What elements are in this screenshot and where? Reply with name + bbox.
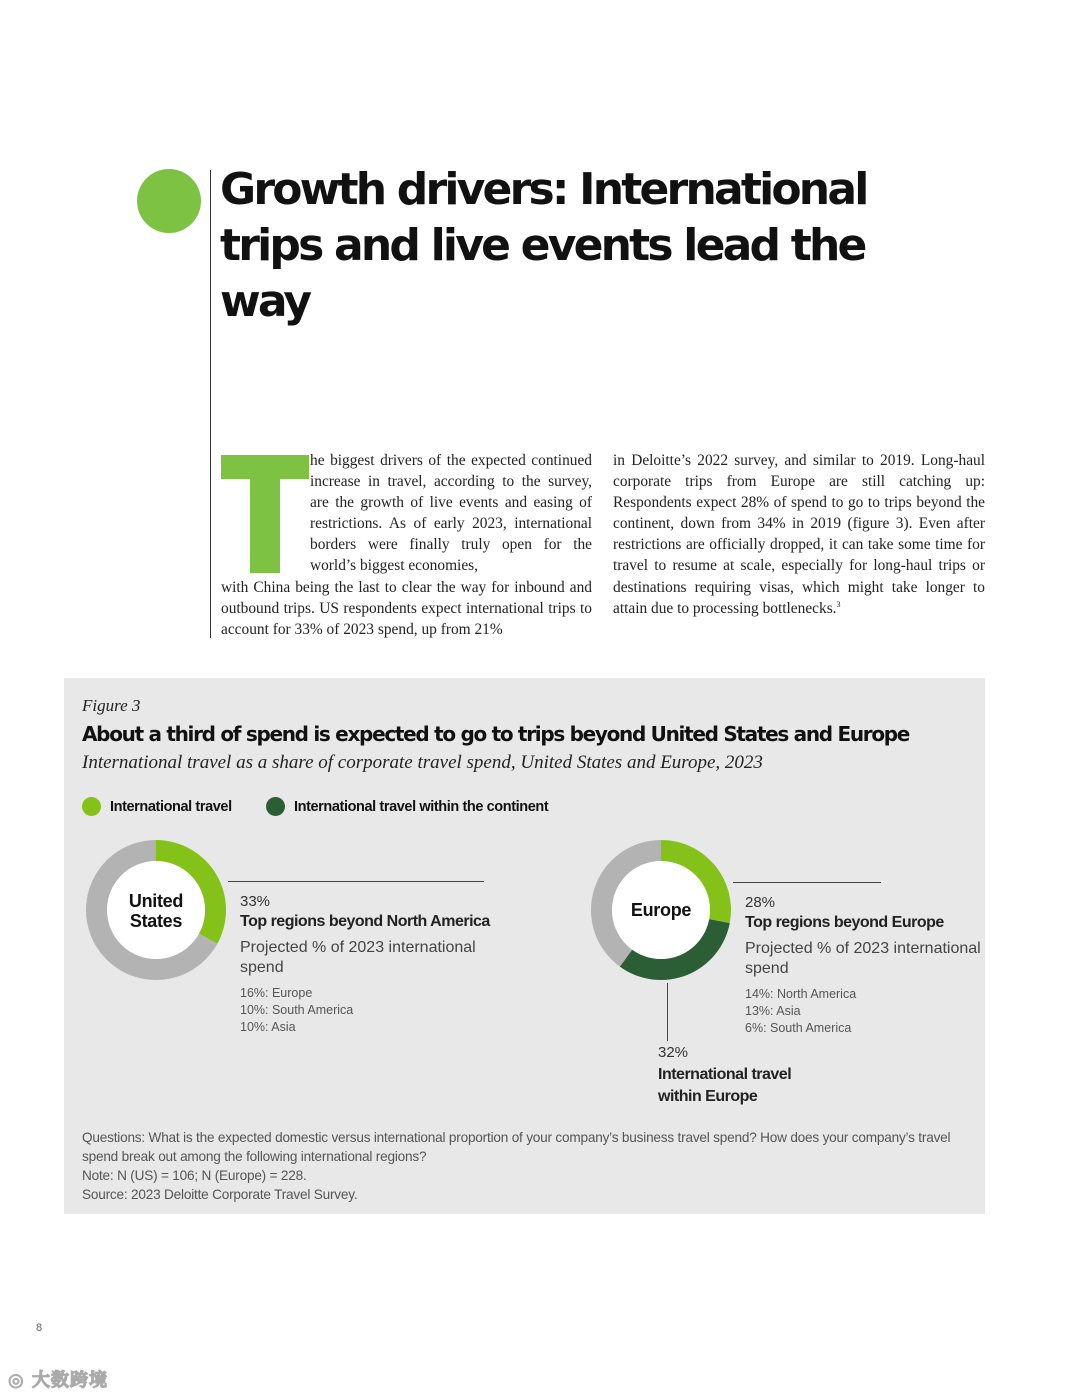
page-number: 8 bbox=[36, 1322, 43, 1334]
us-region-title: Top regions beyond North America bbox=[240, 913, 490, 930]
europe-within-line-1: International travel bbox=[658, 1066, 792, 1083]
figure-subtitle: International travel as a share of corporate travel spend, United States and Europe, 2023 bbox=[82, 752, 763, 773]
title-line-2: trips and live events lead the way bbox=[220, 220, 865, 327]
section-marker-circle bbox=[137, 169, 201, 233]
header-rule bbox=[210, 170, 211, 638]
footnote-ref: 3 bbox=[836, 599, 841, 609]
us-center-line-2: States bbox=[129, 911, 183, 931]
list-item: 16%: Europe bbox=[240, 986, 313, 1000]
body-column-1-bottom: with China being the last to clear the way for inbound and outbound trips. US respondents expect international trips to account for 33% of 2023 spend, up from 21% bbox=[221, 579, 592, 639]
europe-within-callout-line bbox=[667, 983, 668, 1041]
figure-note: Note: N (US) = 106; N (Europe) = 228. bbox=[82, 1168, 307, 1183]
body-column-2 bbox=[613, 450, 985, 619]
europe-within-label bbox=[658, 1064, 791, 1108]
legend-label-within-continent: International travel within the continent bbox=[294, 798, 549, 815]
list-item: 10%: Asia bbox=[240, 1020, 296, 1034]
drop-cap-letter bbox=[221, 455, 309, 573]
legend-item-international bbox=[82, 797, 232, 816]
list-item: 6%: South America bbox=[745, 1021, 852, 1035]
legend-label-international: International travel bbox=[110, 798, 232, 815]
body-column-2-text: in Deloitte’s 2022 survey, and similar to 2019. Long-haul corporate trips from Europe are still catching up: Respondents expect 28% of spend to go to trips beyond the continent, down from 34% in 2019 (figure 3). Even after restrictions are officially dropped, it can take some time for travel to resume at scale, especially for long-haul trips or destinations requiring visas, which might take longer to attain due to processing bottlenecks. bbox=[613, 452, 985, 617]
europe-projected-label: Projected % of 2023 international spend bbox=[745, 940, 981, 977]
figure-notes bbox=[82, 1128, 972, 1204]
us-projected-label: Projected % of 2023 international spend bbox=[240, 939, 476, 976]
europe-breakdown-list bbox=[745, 986, 856, 1037]
donut-center-label-us bbox=[106, 891, 206, 931]
us-international-pct: 33% bbox=[240, 893, 271, 910]
figure-questions: Questions: What is the expected domestic versus international proportion of your company’s business travel spend? How does your company’s travel spend break out among the following international regions? bbox=[82, 1130, 951, 1164]
europe-within-line-2: within Europe bbox=[658, 1088, 758, 1105]
watermark-text: 大数跨境 bbox=[31, 1370, 108, 1391]
watermark-logo: ◎ 大数跨境 bbox=[8, 1370, 108, 1391]
list-item: 10%: South America bbox=[240, 1003, 354, 1017]
us-breakdown-list bbox=[240, 985, 353, 1036]
page-title bbox=[220, 162, 940, 330]
us-callout-line bbox=[228, 881, 484, 882]
figure-label: Figure 3 bbox=[82, 696, 141, 715]
list-item: 13%: Asia bbox=[745, 1004, 801, 1018]
legend-dot-within-continent bbox=[266, 797, 285, 816]
figure-title: About a third of spend is expected to go to trips beyond United States and Europe bbox=[82, 722, 910, 746]
figure-source: Source: 2023 Deloitte Corporate Travel Survey. bbox=[82, 1187, 358, 1202]
legend-item-within-continent bbox=[266, 797, 548, 816]
body-column-1-top: he biggest drivers of the expected continued increase in travel, according to the survey, are the growth of live events and easing of restrictions. As of early 2023, international borders were finally truly open for the world’s biggest economies, bbox=[310, 452, 592, 575]
us-center-line-1: United bbox=[128, 891, 184, 911]
drop-cap bbox=[221, 455, 309, 573]
title-line-1: Growth drivers: International bbox=[220, 164, 867, 215]
europe-international-pct: 28% bbox=[745, 894, 776, 911]
legend-dot-international bbox=[82, 797, 101, 816]
donut-center-label-europe: Europe bbox=[630, 900, 692, 920]
europe-region-title: Top regions beyond Europe bbox=[745, 914, 944, 931]
europe-within-pct: 32% bbox=[658, 1044, 689, 1061]
list-item: 14%: North America bbox=[745, 987, 857, 1001]
europe-callout-line bbox=[733, 882, 881, 883]
